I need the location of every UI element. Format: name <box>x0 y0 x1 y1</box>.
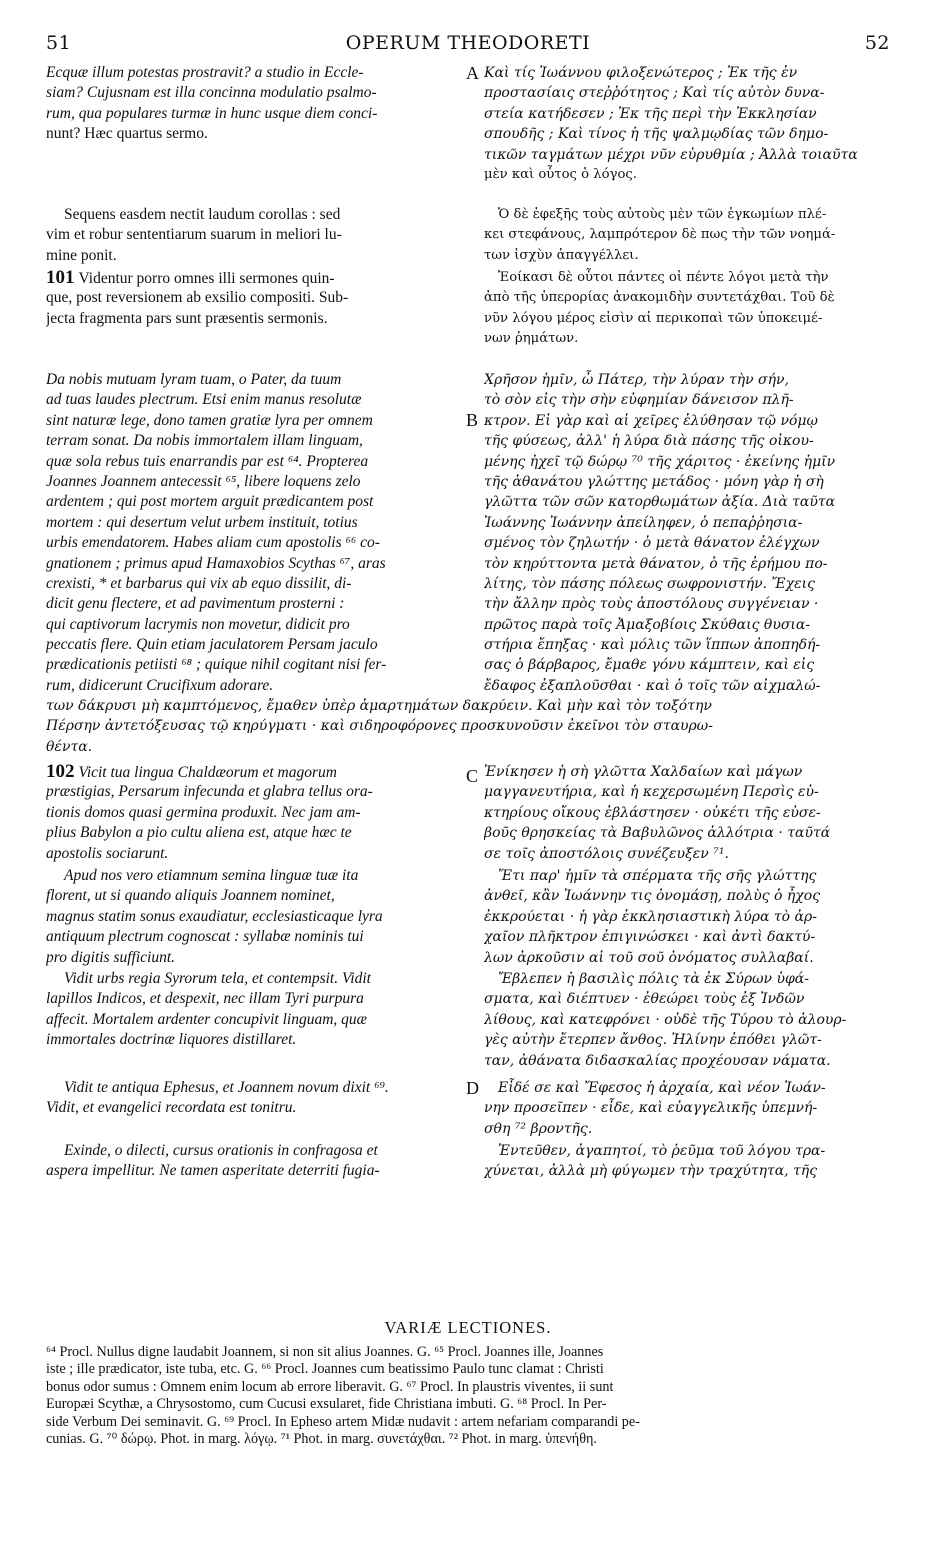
text-line: τῆς φύσεως, ἀλλ' ἡ λύρα διὰ πάσης τῆς οἰκου- <box>484 433 814 450</box>
text-line: τικῶν ταγμάτων μέχρι νῦν εὐρυθμία ; Ἀλλὰ τοιαῦτα <box>484 146 858 163</box>
text-line: σθη ⁷² βροντῆς. <box>484 1120 593 1137</box>
text-line: σμένος τὸν ζηλωτήν · ὁ μετὰ θάνατον ἐλέγχων <box>484 535 820 552</box>
text-line: τῆς ἀθανάτου γλώττης μετάδος · μόνη γὰρ ἡ σὴ <box>484 473 824 490</box>
text-line: Ἔτι παρ' ἡμῖν τὰ σπέρματα τῆς σῆς γλώττης <box>498 868 817 884</box>
text-line: nunt? Hæc quartus sermo. <box>46 125 208 143</box>
text-line: crexisti, * et barbarus qui vix ab equo dissilit, di- <box>46 574 352 592</box>
text-line: λίτης, τὸν πάσης πόλεως σωφρονιστήν. Ἔχεις <box>484 575 815 592</box>
variae-lectiones-notes <box>46 1344 894 1448</box>
text-line: Apud nos vero etiamnum semina linguæ tuæ ita <box>64 867 359 884</box>
text-line: affecit. Mortalem ardenter concupivit linguam, quæ <box>46 1010 367 1028</box>
text-line: rum, qua populares turmæ in hunc usque diem conci- <box>46 104 378 122</box>
text-line: τὸ σὸν εἰς τὴν σὴν εὐφημίαν δάνεισον πλῆ- <box>484 392 794 409</box>
text-line: ταν, ἀθάνατα διδασκαλίας προχέουσαν νάματα. <box>484 1052 831 1069</box>
text-line: magnus statim sonus exaudiatur, ecclesiasticaque lyra <box>46 907 383 925</box>
text-line: προστασίαις στεῤῥότητος ; Καὶ τίς αὐτὸν δυνα- <box>484 85 825 102</box>
note-line: side Verbum Dei seminavit. G. ⁶⁹ Procl. In Epheso artem Midæ nudavit : artem nefariam comparandi pe- <box>46 1413 640 1430</box>
text-line: στεία κατήδεσεν ; Ἐκ τῆς περὶ τὴν Ἐκκλησίαν <box>484 105 817 122</box>
text-line: Vidit urbs regia Syrorum tela, et contempsit. Vidit <box>64 970 371 987</box>
text-line: γλῶττα τῶν σῶν κατορθωμάτων ἀξία. Διὰ ταῦτα <box>484 494 836 511</box>
text-line: plius Babylon a pio cultu aliena est, atque hæc te <box>46 824 352 842</box>
greek-paragraph-8 <box>484 1078 894 1139</box>
latin-paragraph-4 <box>46 370 466 696</box>
text-line: σματα, καὶ διέπτυεν · ἐθεώρει τοὺς ἐξ Ἰνδῶν <box>484 991 805 1008</box>
text-line: Καὶ τίς Ἰωάννου φιλοξενώτερος ; Ἐκ τῆς ἐν <box>484 65 798 81</box>
text-line: ἀπὸ τῆς ὑπερορίας ἀνακομιδὴν συντετάχθαι. Τοῦ δὲ <box>484 290 835 306</box>
text-line: florent, ut si quando aliquis Joannem nominet, <box>46 887 335 905</box>
text-line: λων ἀρκοῦσιν αἱ τοῦ σοῦ ὀνόματος συλλαβαί. <box>484 949 814 966</box>
text-line: Εἶδέ σε καὶ Ἔφεσος ἡ ἀρχαία, καὶ νέον Ἰωάν- <box>498 1080 826 1096</box>
text-line: Vidit, et evangelici recordata est tonitru. <box>46 1099 297 1117</box>
text-line: νῦν λόγου μέρος εἰσὶν αἱ περικοπαὶ τῶν ὑποκειμέ- <box>484 310 823 326</box>
text-line: πρῶτος παρὰ τοῖς Ἀμαξοβίοις Σκύθαις θυσια- <box>484 616 811 633</box>
text-line: ardentem ; qui post mortem arguit prædicantem post <box>46 493 374 511</box>
text-line: terram sonat. Da nobis immortalem illam linguam, <box>46 432 363 450</box>
text-line: ἀνθεῖ, κἂν Ἰωάννην τις ὀνομάσῃ, πολὺς ὁ ἦχος <box>484 888 821 905</box>
note-line: iste ; ille prædicator, iste tuba, etc. G. ⁶⁶ Procl. Joannes cum beatissimo Paulo tunc clamat : Christi <box>46 1361 604 1378</box>
text-line: aspera impellitur. Ne tamen asperitate deterriti fugia- <box>46 1162 380 1180</box>
text-line: νην προσεῖπεν · εἶδε, καὶ εὐαγγελικῆς ὑπεμνή- <box>484 1100 818 1117</box>
text-line: μὲν καὶ οὗτος ὁ λόγος. <box>484 166 637 182</box>
text-line: urbis emendatorem. Habes aliam cum apostolis ⁶⁶ co- <box>46 534 380 552</box>
text-line: λίθους, καὶ κατεφρόνει · οὐδὲ τῆς Τύρου τὸ ἁλουρ- <box>484 1011 847 1028</box>
note-line: cunias. G. ⁷⁰ δώρῳ. Phot. in marg. λόγῳ. ⁷¹ Phot. in marg. συνετάχθαι. ⁷² Phot. in marg. ὑπενήθη. <box>46 1430 597 1447</box>
latin-paragraph-5 <box>46 762 466 864</box>
text-line: Ecquæ illum potestas prostravit? a studio in Eccle- <box>46 64 364 81</box>
latin-paragraph-2 <box>46 205 466 266</box>
text-line: dicit genu flectere, et ad pavimentum prosterni : <box>46 595 345 613</box>
text-line: jecta fragmenta pars sunt præsentis sermonis. <box>46 309 328 327</box>
text-line: χαῖον πλῆκτρον ἐπιγινώσκει · καὶ ἀντὶ δακτύ- <box>484 929 816 946</box>
text-line: præstigias, Persarum infecunda et glabra tellus ora- <box>46 783 373 801</box>
note-line: Europæi Scythæ, a Chrysostomo, cum Cucusi exsularet, fide Christiana imbuti. G. ⁶⁸ Procl. In Per- <box>46 1396 607 1413</box>
text-line: Sequens easdem nectit laudum corollas : sed <box>64 206 341 223</box>
latin-paragraph-7 <box>46 969 466 1051</box>
text-line: pro digitis sufficiunt. <box>46 948 176 966</box>
text-line: rum, didicerunt Crucifixum adorare. <box>46 676 274 694</box>
latin-paragraph-6 <box>46 866 466 968</box>
text-line: γὲς αὐτὴν ἔτερπεν ἄνθος. Ἠλίνην ἐπόθει γλῶτ- <box>484 1032 822 1049</box>
text-line: prædicationis petiisti ⁶⁸ ; quique nihil cogitant nisi fer- <box>46 656 387 674</box>
latin-paragraph-8 <box>46 1078 466 1119</box>
column-marker-c: C <box>466 766 479 786</box>
latin-paragraph-3 <box>46 268 466 329</box>
page-number-left: 51 <box>46 32 72 54</box>
text-line: immortales doctrinæ liquores distillaret. <box>46 1031 297 1049</box>
text-line: τὸν κηρύττοντα μετὰ θάνατον, ὁ τῆς ἐρήμου πο- <box>484 555 828 572</box>
column-marker-a: A <box>466 63 479 83</box>
page-number-right: 52 <box>864 32 890 54</box>
text-line: siam? Cujusnam est illa concinna modulatio psalmo- <box>46 84 377 102</box>
text-line: σας ὁ βάρβαρος, ἔμαθε γόνυ κάμπτειν, καὶ εἰς <box>484 657 815 674</box>
running-header <box>46 32 890 58</box>
greek-full-width-lines <box>46 696 894 757</box>
text-line: Vicit tua lingua Chaldæorum et magorum <box>78 764 337 781</box>
section-number: 101 <box>46 268 75 288</box>
text-line: νων ῥημάτων. <box>484 331 579 347</box>
text-line: Χρῆσον ἡμῖν, ὦ Πάτερ, τὴν λύραν τὴν σήν, <box>484 372 789 388</box>
greek-paragraph-3 <box>484 268 894 350</box>
text-line: quæ sola rebus tuis enarrandis par est ⁶⁴. Propterea <box>46 452 369 470</box>
text-line: Πέρσην ἀντετόξευσας τῷ κηρύγματι · καὶ σιδηροφόρονες προσκυνοῦσιν ἐκεῖνοι τὸν σταυρω- <box>46 718 713 735</box>
text-line: Exinde, o dilecti, cursus orationis in confragosa et <box>64 1142 378 1159</box>
text-line: apostolis sociarunt. <box>46 844 169 862</box>
text-line: vim et robur sententiarum suarum in meliori lu- <box>46 226 342 244</box>
column-marker-b: B <box>466 410 479 430</box>
greek-paragraph-7 <box>484 969 894 1071</box>
variae-lectiones-title: VARIÆ LECTIONES. <box>384 1318 552 1337</box>
note-line: bonus odor sumus : Omnem enim locum ab errore liberavit. G. ⁶⁷ Procl. In plaustris viventes, ii sunt <box>46 1378 614 1395</box>
running-title: OPERUM THEODORETI <box>345 32 591 54</box>
text-line: Ἐοίκασι δὲ οὗτοι πάντες οἱ πέντε λόγοι μετὰ τὴν <box>498 270 829 285</box>
text-line: ἐκκρούεται · ἡ γὰρ ἐκκλησιαστικὴ λύρα τὸ ἀρ- <box>484 908 817 925</box>
note-line: ⁶⁴ Procl. Nullus digne laudabit Joannem, si non sit alius Joannes. G. ⁶⁵ Procl. Joannes ille, Joannes <box>46 1344 604 1360</box>
text-line: χύνεται, ἀλλὰ μὴ φύγωμεν τὴν τραχύτητα, τῆς <box>484 1163 818 1180</box>
text-line: antiquum plectrum cognoscat : syllabæ nominis tui <box>46 928 364 946</box>
text-line: Vidit te antiqua Ephesus, et Joannem novum dixit ⁶⁹. <box>64 1079 389 1096</box>
text-line: que, post reversionem ab exsilio compositi. Sub- <box>46 289 349 307</box>
text-line: sint naturæ lege, dono tamen gratiæ lyra per omnem <box>46 411 373 429</box>
text-line: Ἔβλεπεν ἡ βασιλὶς πόλις τὰ ἐκ Σύρων ὑφά- <box>498 971 809 987</box>
greek-paragraph-9 <box>484 1141 894 1182</box>
text-line: tionis domos quasi germina produxit. Nec jam am- <box>46 803 361 821</box>
latin-paragraph-9 <box>46 1141 466 1182</box>
text-line: τὴν ἄλλην πρὸς τοὺς ἀποστόλους συγγένειαν · <box>484 596 819 613</box>
text-line: lapillos Indicos, et despexit, nec illam Tyri purpura <box>46 990 364 1008</box>
text-line: μαγγανευτήρια, καὶ ἡ κεχερσωμένη Περσὶς εὐ- <box>484 784 819 801</box>
greek-paragraph-6 <box>484 866 894 968</box>
text-line: των ἰσχὺν ἀπαγγέλλει. <box>484 247 639 263</box>
text-line: Ἐνίκησεν ἡ σὴ γλῶττα Χαλδαίων καὶ μάγων <box>484 764 803 780</box>
section-number: 102 <box>46 762 75 782</box>
text-line: των δάκρυσι μὴ καμπτόμενος, ἔμαθεν ὑπὲρ ἁμαρτημάτων δακρύειν. Καὶ μὴν καὶ τὸν τοξότην <box>46 698 712 714</box>
text-line: Videntur porro omnes illi sermones quin- <box>78 270 335 287</box>
text-line: Da nobis mutuam lyram tuam, o Pater, da tuum <box>46 371 342 388</box>
text-line: Ἰωάννης Ἰωάννην ἀπείληφεν, ὁ πεπαῤῥησια- <box>484 514 803 531</box>
text-line: gnationem ; primus apud Hamaxobios Scythas ⁶⁷, aras <box>46 554 386 572</box>
column-marker-d: D <box>466 1078 479 1098</box>
text-line: peccatis flere. Quin etiam jaculatorem Persam jaculo <box>46 636 378 654</box>
latin-paragraph-1 <box>46 63 466 145</box>
greek-paragraph-1 <box>484 63 894 185</box>
text-line: ad tuas laudes plectrum. Etsi enim manus resolutæ <box>46 391 362 409</box>
text-line: βοῦς θρησκείας τὰ Βαβυλῶνος ἀλλότρια · ταῦτά <box>484 825 831 842</box>
text-line: mortem : qui desertum velut urbem instituit, totius <box>46 513 358 531</box>
text-line: Ἐντεῦθεν, ἀγαπητοί, τὸ ῥεῦμα τοῦ λόγου τρα- <box>498 1143 826 1159</box>
text-line: κτρον. Εἰ γὰρ καὶ αἱ χεῖρες ἐλύθησαν τῷ νόμῳ <box>484 412 818 429</box>
text-line: σε τοῖς ἀποστόλοις συνέζευξεν ⁷¹. <box>484 845 729 862</box>
text-line: μένης ἠχεῖ τῷ δώρῳ ⁷⁰ τῆς χάριτος · ἐκείνης ἡμῖν <box>484 453 836 470</box>
text-line: mine ponit. <box>46 246 117 264</box>
text-line: θέντα. <box>46 738 93 755</box>
text-line: κτηρίους οἴκους ἐβλάστησεν · οὐκέτι τῆς εὐσε- <box>484 804 821 821</box>
text-line: κει στεφάνους, λαμπρότερον δὲ πως τὴν τῶν νοημά- <box>484 227 836 243</box>
text-line: Ὁ δὲ ἐφεξῆς τοὺς αὐτοὺς μὲν τῶν ἐγκωμίων πλέ- <box>498 207 827 222</box>
greek-paragraph-4 <box>484 370 894 696</box>
text-line: στήρια ἔπηξας · καὶ μόλις τῶν ἵππων ἀποπηδή- <box>484 637 821 654</box>
text-line: σπουδῆς ; Καὶ τίνος ἡ τῆς ψαλμῳδίας τῶν δημο- <box>484 126 829 143</box>
greek-paragraph-5 <box>484 762 894 864</box>
text-line: ἔδαφος ἐξαπλοῦσθαι · καὶ ὁ τοῖς τῶν αἰχμαλώ- <box>484 677 821 694</box>
text-line: qui captivorum lacrymis non movetur, didicit pro <box>46 615 350 633</box>
text-line: Joannes Joannem antecessit ⁶⁵, libere loquens zelo <box>46 472 361 490</box>
greek-paragraph-2 <box>484 205 894 266</box>
